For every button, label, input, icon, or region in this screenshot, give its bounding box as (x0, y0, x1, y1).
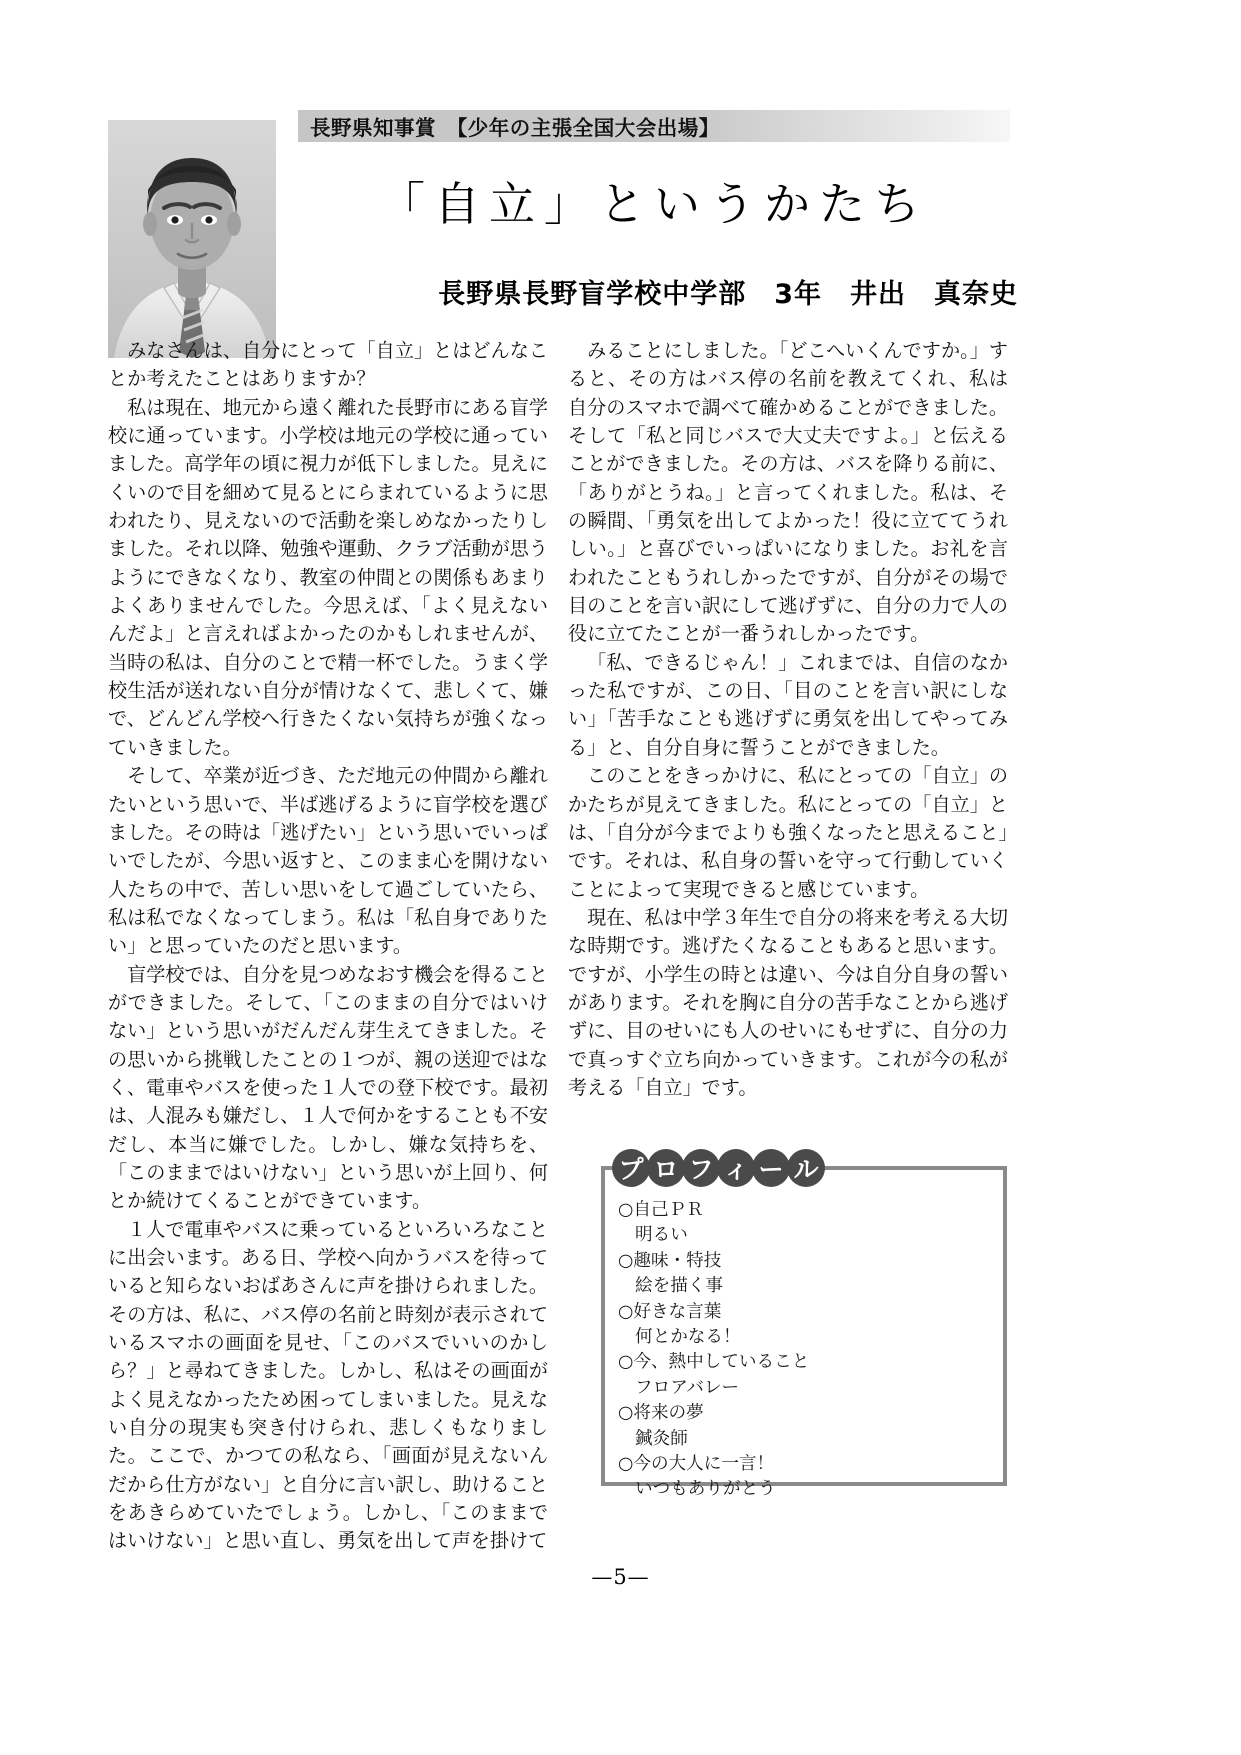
body-column-left (108, 337, 549, 1553)
profile-title-char: ル (787, 1149, 825, 1187)
profile-title-char: プ (612, 1149, 650, 1187)
profile-item-label: ○自己ＰＲ (618, 1200, 704, 1220)
body-column-right (568, 337, 1008, 1147)
profile-title-char: ー (752, 1149, 790, 1187)
page-number: —5— (591, 1565, 650, 1589)
profile-item-value: 絵を描く事 (635, 1276, 723, 1297)
profile-title-char: ィ (717, 1149, 755, 1187)
profile-item-label: ○今、熱中していること (618, 1352, 810, 1373)
profile-item-value: 明るい (635, 1225, 688, 1246)
body-paragraph: このことをきっかけに、私にとっての「自立」のかたちが見えてきました。私にとっての「自立」とは、「自分が今までよりも強くなったと思えること」です。それは、私自身の誓いを守って行動していくことによって実現できると感じています。 (568, 764, 1008, 901)
byline: 長野県長野盲学校中学部 3年 井出 真奈史 (438, 279, 1018, 310)
body-paragraph: 私は現在、地元から遠く離れた長野市にある盲学校に通っています。小学校は地元の学校に通っていました。高学年の頃に視力が低下しました。見えにくいので目を細めて見るとにらまれているように思われたり、見えないので活動を楽しめなかったりしました。それ以降、勉強や運動、クラブ活動が思うようにできなくなり、教室の仲間との関係もあまりよくありませんでした。今思えば、「よく見えないんだよ」と言えればよかったのかもしれませんが、当時の私は、自分のことで精一杯でした。うまく学校生活が送れない自分が情けなくて、悲しくて、嫌で、どんどん学校へ行きたくない気持ちが強くなっていきました。 (108, 395, 549, 759)
profile-title-char: ロ (647, 1149, 685, 1187)
body-paragraph: みることにしました。「どこへいくんですか。」すると、その方はバス停の名前を教えてくれ、私は自分のスマホで調べて確かめることができました。そして「私と同じバスで大丈夫ですよ。」と伝えることができました。その方は、バスを降りる前に、「ありがとうね。」と言ってくれました。私は、その瞬間、「勇気を出してよかった！役に立ててうれしい。」と喜びでいっぱいになりました。お礼を言われたこともうれしかったですが、自分がその場で目のことを言い訳にして逃げずに、自分の力で人の役に立てたことが一番うれしかったです。 (568, 339, 1008, 646)
profile-item-value: 鍼灸師 (635, 1428, 688, 1449)
portrait-illustration (108, 120, 276, 358)
profile-item-value: フロアバレー (635, 1377, 740, 1398)
profile-item-label: ○好きな言葉 (618, 1301, 722, 1322)
profile-item-value: 何とかなる！ (635, 1327, 741, 1348)
body-paragraph: 「私、できるじゃん！」これまでは、自信のなかった私ですが、この日、「目のことを言い訳にしない」「苦手なことも逃げずに勇気を出してやってみる」と、自分自身に誓うことができました。 (568, 650, 1008, 759)
body-paragraph: 盲学校では、自分を見つめなおす機会を得ることができました。そして、「このままの自分ではいけない」という思いがだんだん芽生えてきました。その思いから挑戦したことの１つが、親の送迎ではなく、電車やバスを使った１人での登下校です。最初は、人混みも嫌だし、１人で何かをすることも不安だし、本当に嫌でした。しかし、嫌な気持ちを、「このままではいけない」という思いが上回り、何とか続けてくることができています。 (108, 962, 548, 1213)
body-paragraph: そして、卒業が近づき、ただ地元の仲間から離れたいという思いで、半ば逃げるように盲学校を選びました。その時は「逃げたい」という思いでいっぱいでしたが、今思い返すと、このまま心を開けない人たちの中で、苦しい思いをして過ごしていたら、私は私でなくなってしまう。私は「私自身でありたい」と思っていたのだと思います。 (108, 764, 548, 958)
profile-item-label: ○将来の夢 (618, 1403, 704, 1424)
article-header (0, 0, 1241, 330)
body-paragraph: 現在、私は中学３年生で自分の将来を考える大切な時期です。逃げたくなることもあると思います。ですが、小学生の時とは違い、今は自分自身の誓いがあります。それを胸に自分の苦手なことから逃げずに、目のせいにも人のせいにもせずに、自分の力で真っすぐ立ち向かっていきます。これが今の私が考える「自立」です。 (568, 905, 1008, 1099)
profile-item-value: いつもありがとう (635, 1479, 776, 1500)
award-banner-label: 長野県知事賞 【少年の主張全国大会出場】 (310, 116, 720, 140)
profile-box-title (612, 1148, 822, 1188)
profile-item-label: ○今の大人に一言！ (618, 1454, 775, 1475)
profile-item-label: ○趣味・特技 (618, 1250, 722, 1271)
profile-title-char: フ (682, 1149, 720, 1187)
body-paragraph: みなさんは、自分にとって「自立」とはどんなことか考えたことはありますか？ (108, 339, 548, 391)
body-paragraph: １人で電車やバスに乗っているといろいろなことに出会います。ある日、学校へ向かうバスを待っていると知らないおばあさんに声を掛けられました。その方は、私に、バス停の名前と時刻が表示されているスマホの画面を見せ、「このバスでいいのかしら？」と尋ねてきました。しかし、私はその画面がよく見えなかったため困ってしまいました。見えない自分の現実も突き付けられ、悲しくもなりました。ここで、かつての私なら、「画面が見えないんだから仕方がない」と自分に言い訳し、助けることをあきらめていたでしょう。しかし、「このままではいけない」と思い直し、勇気を出して声を掛けて (108, 1217, 549, 1553)
author-portrait-photo (108, 120, 276, 358)
page-title: 「自立」というかたち (379, 177, 929, 231)
award-banner (298, 110, 1010, 142)
profile-item-list (618, 1198, 998, 1503)
